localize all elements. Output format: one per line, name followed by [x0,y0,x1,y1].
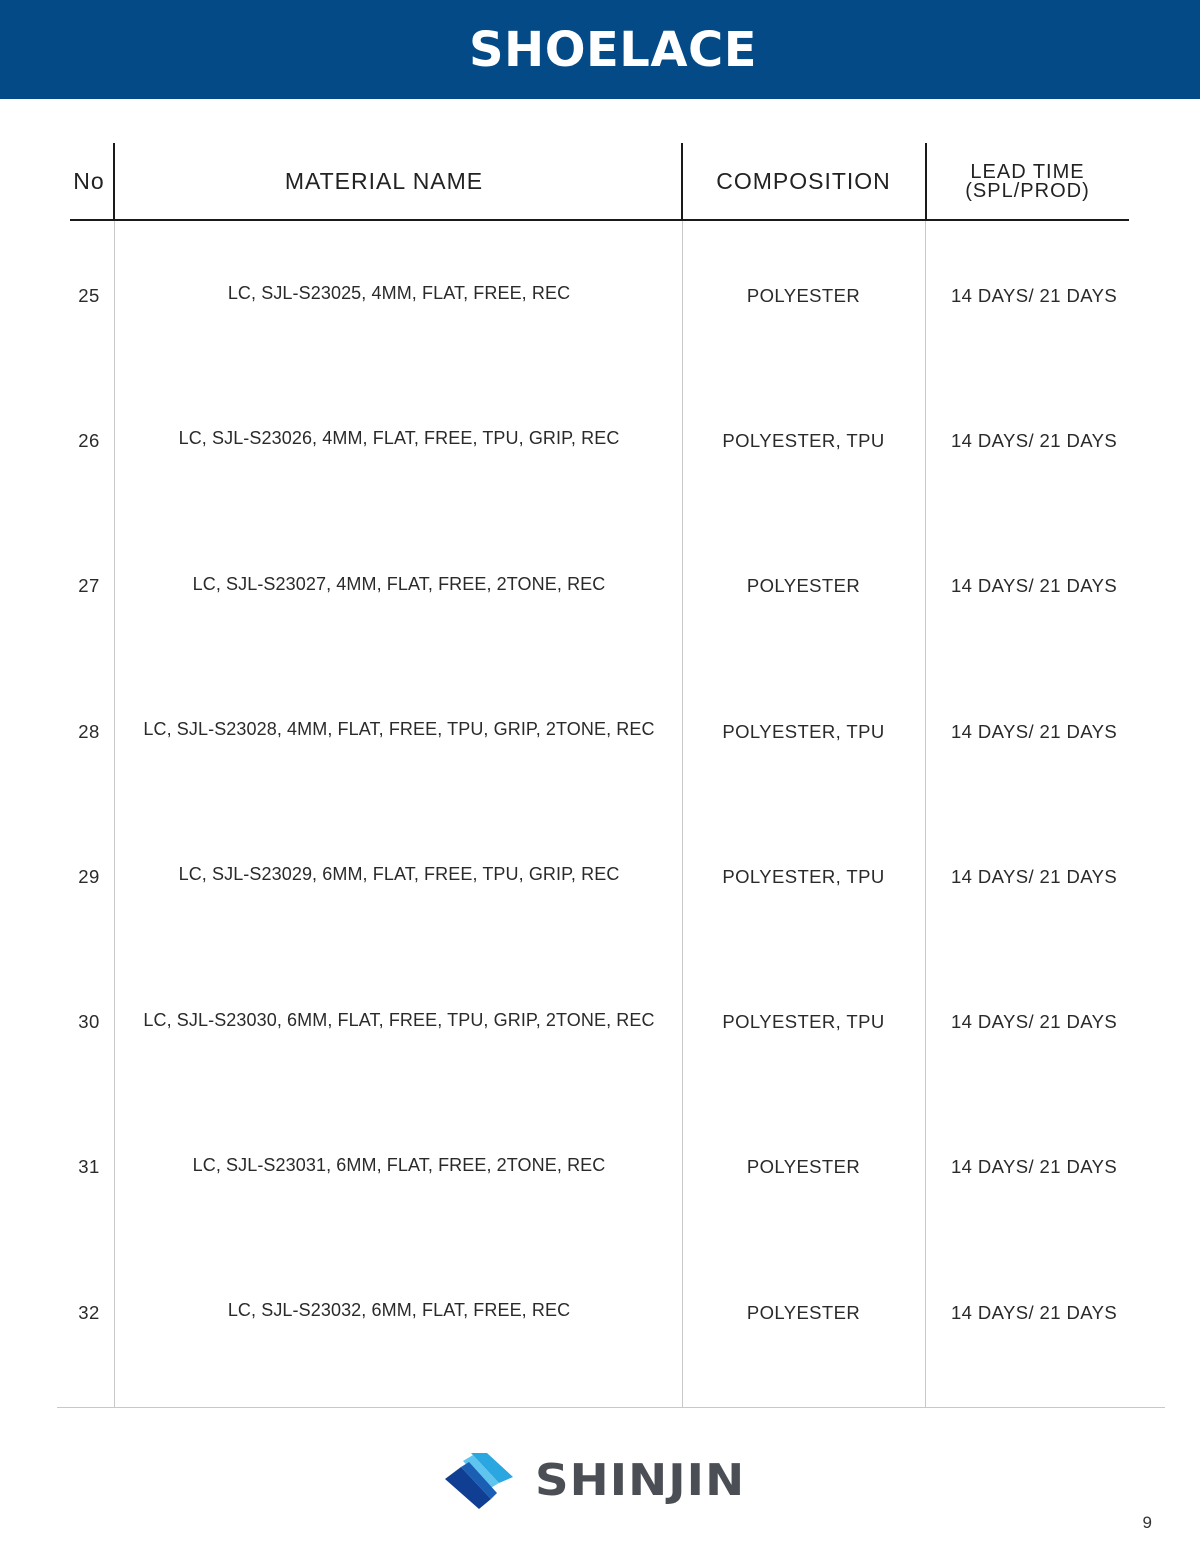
cell-material-name: LC, SJL-S23026, 4MM, FLAT, FREE, TPU, GRIP, REC [178,428,620,449]
table-bottom-rule [57,1407,1165,1408]
table-row [0,1238,1200,1383]
cell-material-name: LC, SJL-S23025, 4MM, FLAT, FREE, REC [227,283,571,304]
table-row [0,366,1200,511]
header-banner [0,0,1200,99]
column-header-material-name: MATERIAL NAME [284,168,484,194]
cell-no: 26 [78,429,100,451]
cell-no: 30 [78,1011,100,1033]
cell-material-name: LC, SJL-S23032, 6MM, FLAT, FREE, REC [227,1300,571,1321]
cell-composition: POLYESTER [746,284,861,306]
cell-material-name: LC, SJL-S23029, 6MM, FLAT, FREE, TPU, GRIP, REC [178,864,620,885]
table-row [0,802,1200,947]
cell-no: 28 [78,720,100,742]
cell-composition: POLYESTER, TPU [722,1011,885,1033]
page-number: 9 [1142,1513,1152,1532]
cell-material-name: LC, SJL-S23031, 6MM, FLAT, FREE, 2TONE, REC [192,1154,606,1175]
cell-composition: POLYESTER [746,1156,861,1178]
column-header-no: No [73,168,105,194]
table-row [0,1093,1200,1238]
logo-wordmark: SHINJIN [535,1454,746,1506]
cell-lead-time: 14 DAYS/ 21 DAYS [950,1301,1118,1323]
shinjin-logo-mark-icon [443,1449,517,1511]
cell-composition: POLYESTER [746,1301,861,1323]
lead-time-sublabel: (SPL/PROD) [965,179,1090,202]
shinjin-logo [443,1447,763,1513]
table-body [0,221,1200,1383]
table-row [0,512,1200,657]
cell-no: 31 [78,1156,100,1178]
table-row [0,221,1200,366]
cell-lead-time: 14 DAYS/ 21 DAYS [950,429,1118,451]
cell-no: 27 [78,575,100,597]
cell-lead-time: 14 DAYS/ 21 DAYS [950,720,1118,742]
cell-composition: POLYESTER [746,575,861,597]
cell-no: 25 [78,284,100,306]
cell-lead-time: 14 DAYS/ 21 DAYS [950,1156,1118,1178]
cell-no: 29 [78,865,100,887]
cell-material-name: LC, SJL-S23028, 4MM, FLAT, FREE, TPU, GRIP, 2TONE, REC [143,719,655,740]
cell-lead-time: 14 DAYS/ 21 DAYS [950,1011,1118,1033]
cell-composition: POLYESTER, TPU [722,429,885,451]
table-row [0,657,1200,802]
cell-material-name: LC, SJL-S23027, 4MM, FLAT, FREE, 2TONE, REC [192,573,606,594]
cell-material-name: LC, SJL-S23030, 6MM, FLAT, FREE, TPU, GRIP, 2TONE, REC [143,1009,655,1030]
lead-time-label: LEAD TIME [970,160,1085,183]
column-header-composition: COMPOSITION [716,168,891,194]
header-divider [681,143,683,220]
column-header-lead-time [926,143,1129,220]
cell-no: 32 [78,1301,100,1323]
cell-lead-time: 14 DAYS/ 21 DAYS [950,865,1118,887]
cell-composition: POLYESTER, TPU [722,720,885,742]
cell-lead-time: 14 DAYS/ 21 DAYS [950,284,1118,306]
table-row [0,947,1200,1092]
cell-lead-time: 14 DAYS/ 21 DAYS [950,575,1118,597]
cell-composition: POLYESTER, TPU [722,865,885,887]
page-title: SHOELACE [468,21,758,78]
header-divider [113,143,115,220]
header-divider [925,143,927,220]
